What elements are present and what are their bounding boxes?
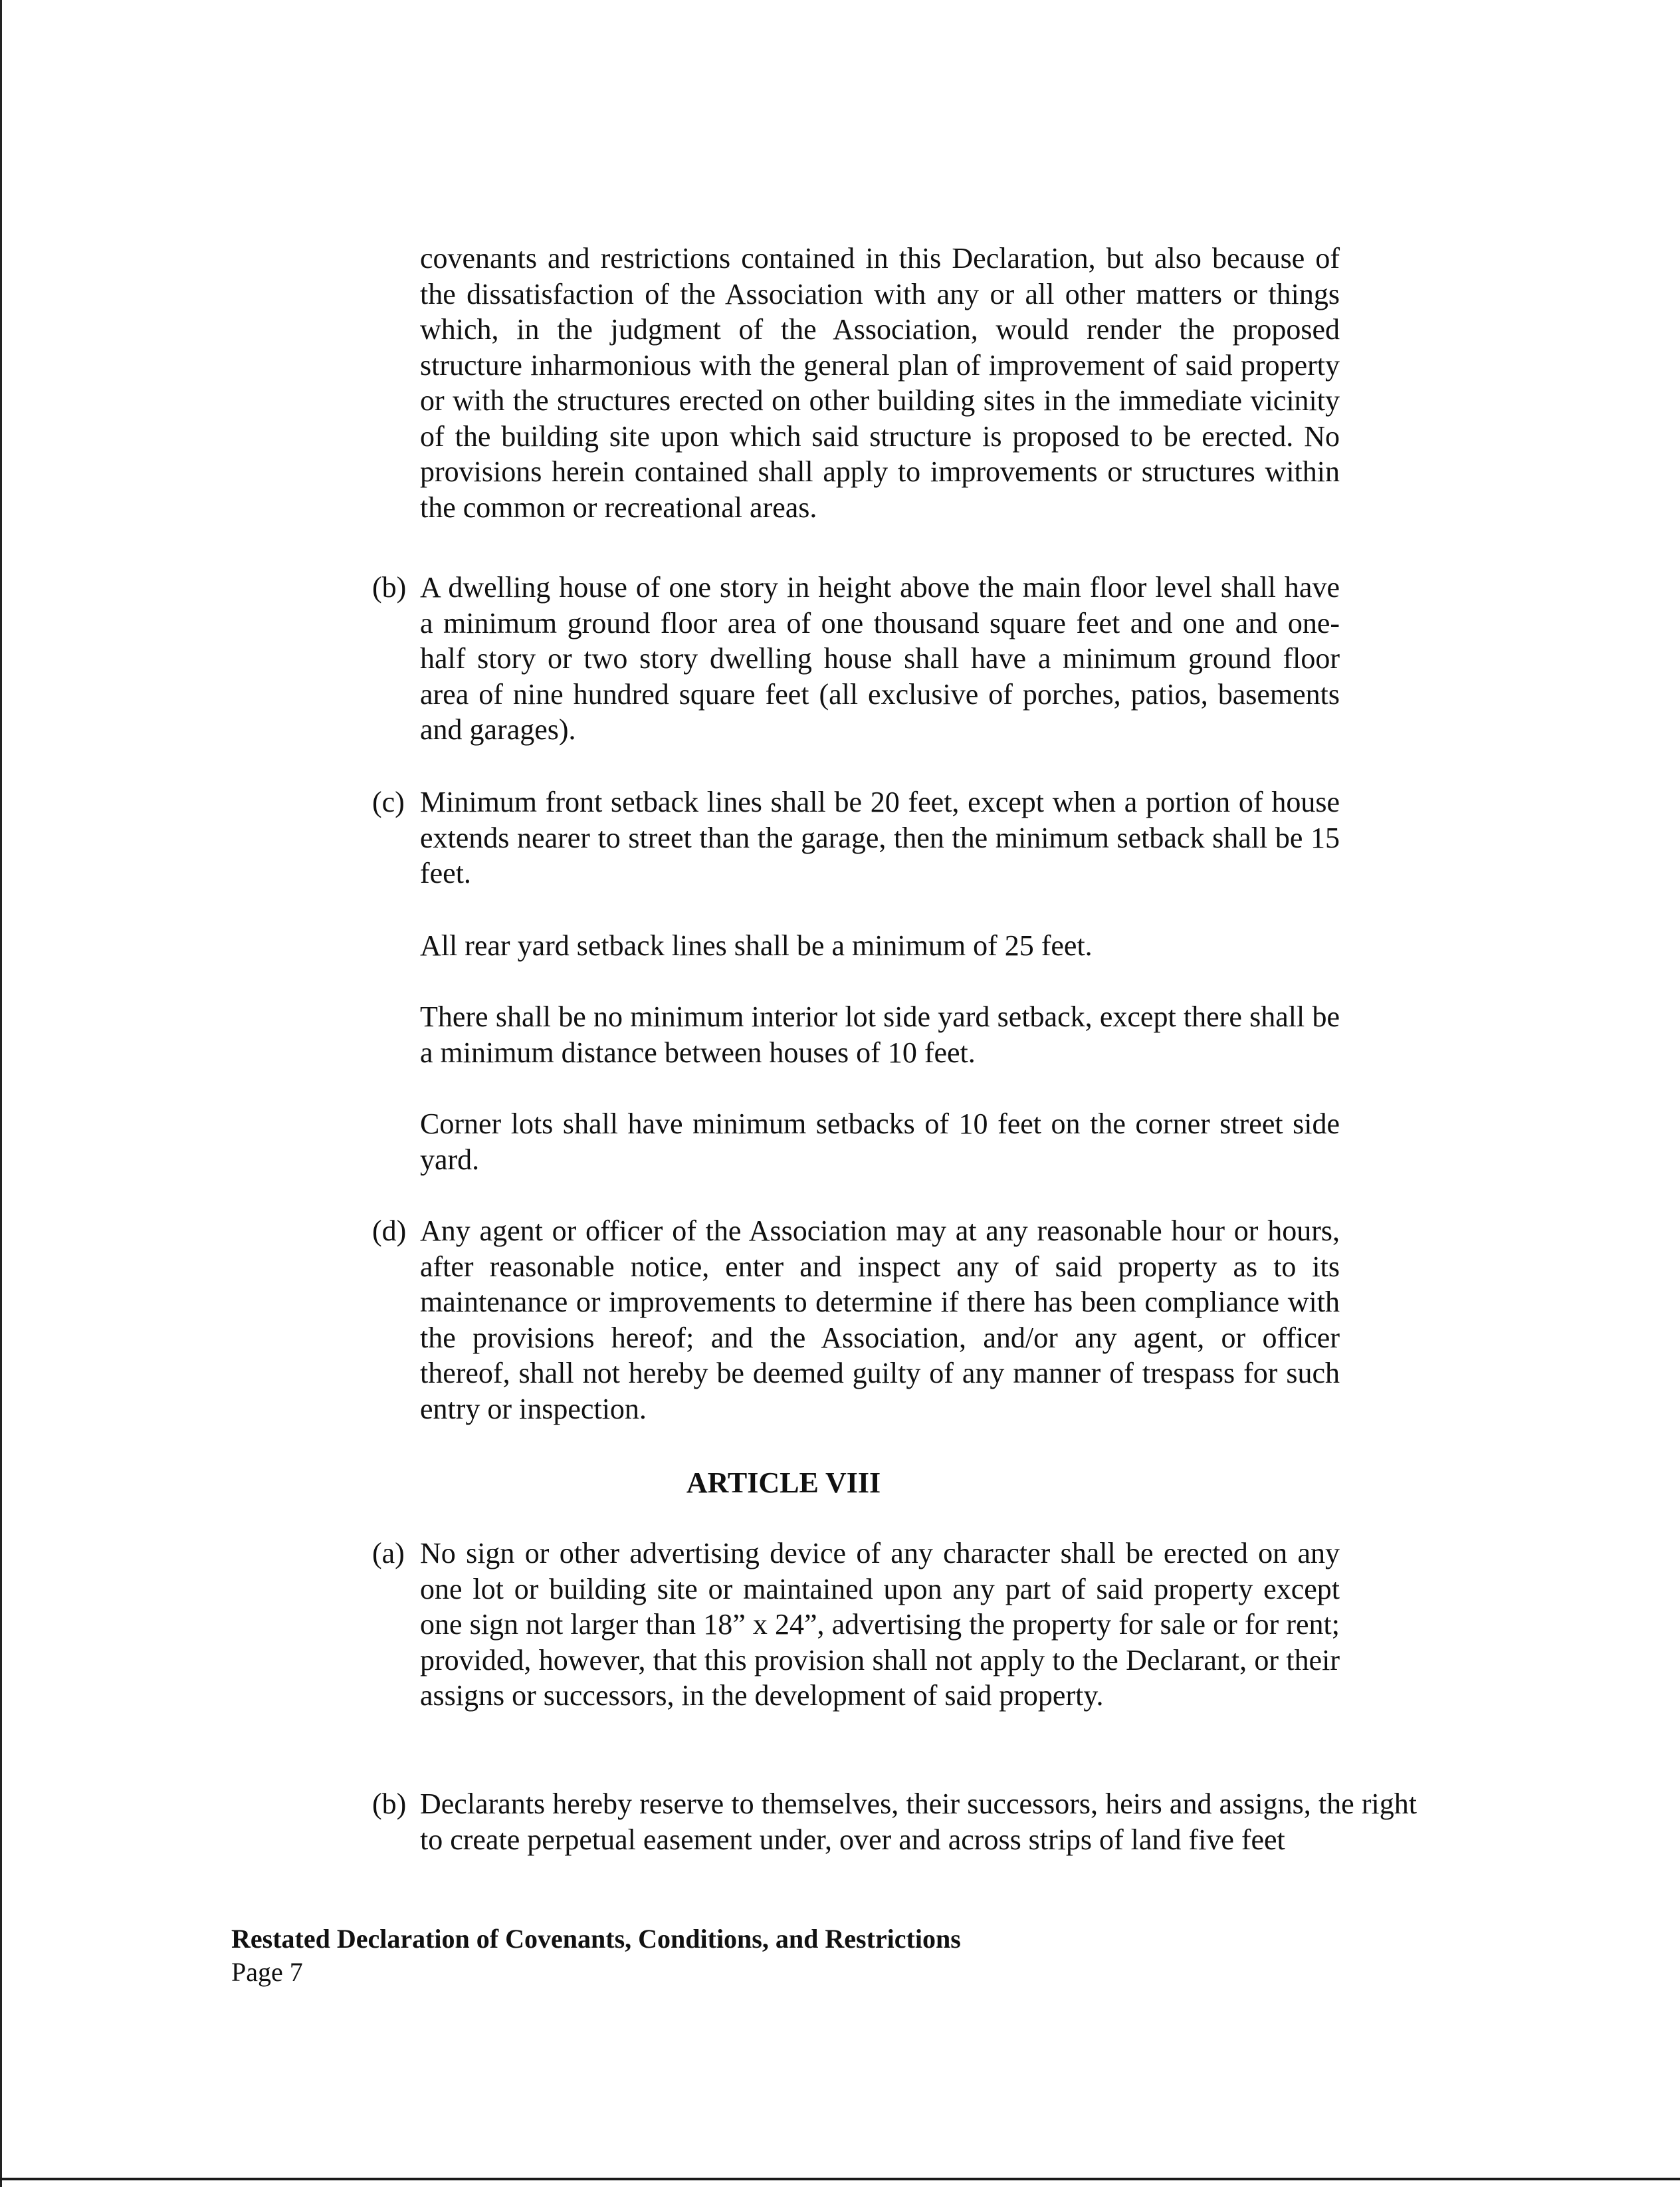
paragraph-continuation: covenants and restrictions contained in this Declaration, but also because of the dissatisfaction of the Association with any or all other matters or things which, in the judgment of the Association, would render the proposed structure inharmonious with the general plan of improvement of said property or with the structures erected on other building sites in the immediate vicinity of the building site upon which said structure is proposed to be erected. No provisions herein contained shall apply to improvements or structures within the common or recreational areas. (420, 242, 1340, 524)
item-b-text: A dwelling house of one story in height above the main floor level shall have a minimum ground floor area of one thousand square feet and one and one-half story or two story dwelling house shall have a minimum ground floor area of nine hundred square feet (all exclusive of porches, patios, basements and garages). (420, 571, 1340, 746)
corner-lots-paragraph: Corner lots shall have minimum setbacks of 10 feet on the corner street side yard. (420, 1107, 1340, 1176)
article-item-b-text: Declarants hereby reserve to themselves, their successors, heirs and assigns, the right to create perpetual easement under, over and across strips of land five feet (420, 1787, 1417, 1856)
page-edge-bottom (0, 2178, 1680, 2180)
article-heading: ARTICLE VIII (686, 1466, 881, 1499)
rear-yard-paragraph: All rear yard setback lines shall be a minimum of 25 feet. (420, 929, 1093, 962)
article-item-a-marker: (a) (372, 1537, 405, 1569)
item-c-marker: (c) (372, 786, 405, 818)
page-edge-left (0, 0, 2, 2187)
article-item-a-text: No sign or other advertising device of any character shall be erected on any one lot or building site or maintained upon any part of said property except one sign not larger than 18” x 24”, advertising the property for sale or for rent; provided, however, that this provision shall not apply to the Declarant, or their assigns or successors, in the development of said property. (420, 1537, 1340, 1712)
footer-title: Restated Declaration of Covenants, Conditions, and Restrictions (231, 1924, 961, 1954)
item-d-marker: (d) (372, 1214, 407, 1247)
item-b-marker: (b) (372, 571, 407, 604)
item-c-text: Minimum front setback lines shall be 20 feet, except when a portion of house extends nearer to street than the garage, then the minimum setback shall be 15 feet. (420, 786, 1340, 889)
item-d-text: Any agent or officer of the Association may at any reasonable hour or hours, after reasonable notice, enter and inspect any of said property as to its maintenance or improvements to determine if there has been compliance with the provisions hereof; and the Association, and/or any agent, or officer thereof, shall not hereby be deemed guilty of any manner of trespass for such entry or inspection. (420, 1214, 1340, 1425)
footer-page-number: Page 7 (231, 1957, 303, 1987)
side-yard-paragraph: There shall be no minimum interior lot side yard setback, except there shall be a minimum distance between houses of 10 feet. (420, 1000, 1340, 1069)
article-item-b-marker: (b) (372, 1787, 407, 1820)
